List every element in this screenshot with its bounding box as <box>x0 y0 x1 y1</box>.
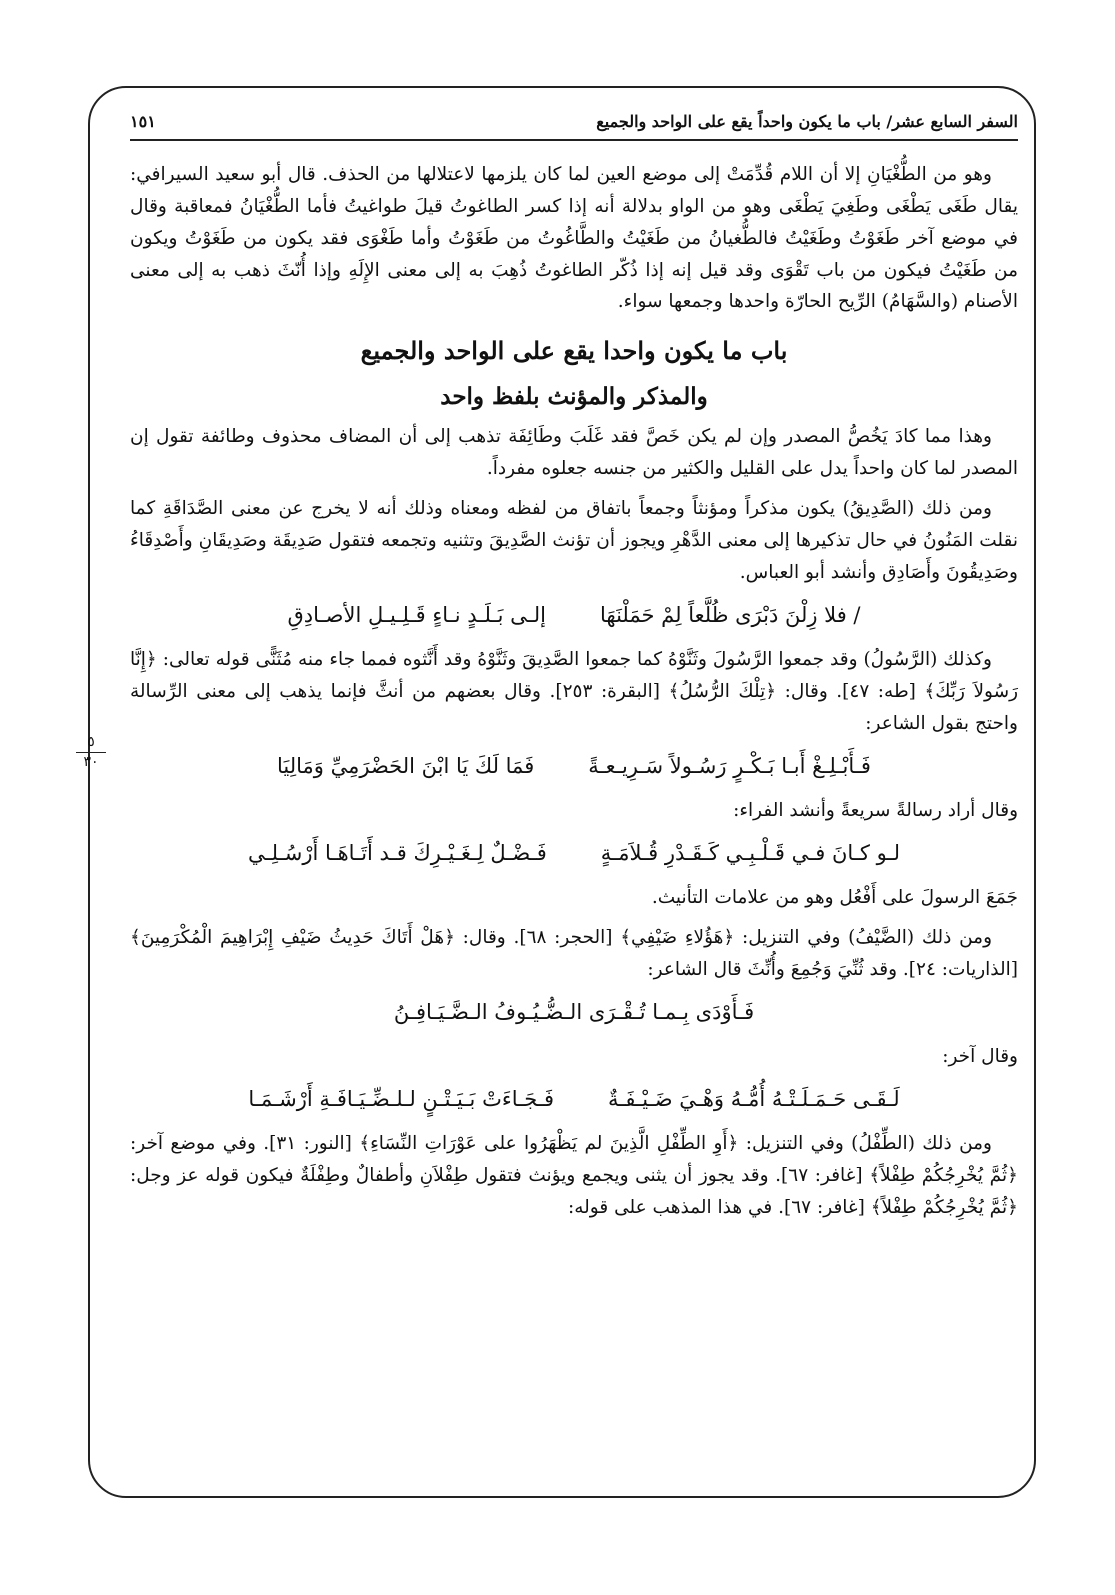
paragraph-7: ومن ذلك (الضَّيْفُ) وفي التنزيل: ﴿هَؤُلاءِ ضَيْفِي﴾ [الحجر: ٦٨]. وقال: ﴿هَلْ أَتَاكَ حَدِيثُ ضَيْفِ إِبْرَاهِيمَ الْمُكْرَمِينَ﴾ [الذاريات: ٢٤]. وقد ثُنِّيَ وَجُمِعَ وأُنِّثَ قال الشاعر: <box>130 926 1018 980</box>
paragraph-5: وقال أراد رسالةً سريعةً وأنشد الفراء: <box>733 800 1018 822</box>
verse-3-second-hemistich: فَـضْـلٌ لِـغَـيْـرِكَ قـد أَتَـاهَـا أَرْسُـلِـي <box>248 840 547 865</box>
verse-4 <box>130 996 1018 1030</box>
verse-5 <box>130 1083 1018 1117</box>
verse-2-second-hemistich: فَمَا لَكَ يَا ابْنَ الحَضْرَمِيِّ وَمَالِيَا <box>277 753 535 778</box>
paragraph-8: وقال آخر: <box>942 1046 1018 1068</box>
verse-3 <box>130 837 1018 871</box>
page-content <box>130 112 1018 1492</box>
verse-5-first-hemistich: لَـقَـى حَـمَـلَـتْـهُ أُمُّـهُ وَهْـيَ ضَـيْـفَـةٌ <box>608 1086 900 1111</box>
verse-1-second-hemistich: إلـى بَـلَـدٍ نـاءٍ قَـلِـيـلِ الأصـادِقِ <box>287 602 546 627</box>
verse-1 <box>130 599 1018 633</box>
verse-2-first-hemistich: فَـأَبْـلِـغْ أَبـا بَـكْـرٍ رَسُـولاً سَـرِيـعـةً <box>588 753 871 778</box>
paragraph-4: وكذلك (الرَّسُولُ) وقد جمعوا الرَّسُولَ وثَنَّوْهُ كما جمعوا الصَّدِيقَ وثَنَّوْهُ وقد أَنَّثوه فمما جاء منه مُثَنًّى قوله تعالى: ﴿إِنَّا رَسُولاَ رَبِّكَ﴾ [طه: ٤٧]. وقال: ﴿تِلْكَ الرُّسُلُ﴾ [البقرة: ٢٥٣]. وقال بعضهم من أنثَّ فإنما يذهب إلى معنى الرِّسالة واحتج بقول الشاعر: <box>130 649 1019 734</box>
verse-1-first-hemistich: / فلا زِلْنَ دَبْرَى ظُلَّعاً لِمْ حَمَلْنَهَا <box>600 602 861 627</box>
body-text <box>130 141 1018 1223</box>
verse-5-second-hemistich: فَـجَـاءَتْ بَـيَـتْـنٍ لـلـضِّـيَـافَـةِ أَرْشَـمَـا <box>248 1086 555 1111</box>
verse-3-first-hemistich: لـو كـانَ فـي قَـلْـبِـي كَـقَـدْرِ قُـلاَمَـةٍ <box>600 840 900 865</box>
margin-page-reference <box>76 735 106 771</box>
paragraph-6: جَمَعَ الرسولَ على أَفْعُل وهو من علامات التأنيث. <box>651 887 1018 909</box>
verse-4-line: فَـأَوْدَى بِـمـا تُـقْـرَى الـضُّـيُـوفُ الـضَّـيَـافِـنُ <box>393 999 755 1024</box>
running-title: السفر السابع عشر/ باب ما يكون واحداً يقع على الواحد والجميع <box>596 112 1018 131</box>
chapter-subtitle: والمذكر والمؤنث بلفظ واحد <box>440 382 708 410</box>
paragraph-3: ومن ذلك (الصَّدِيقُ) يكون مذكراً ومؤنثاً وجمعاً باتفاق من لفظه ومعناه وذلك أنه لا يخرج عن معنى الصَّدَاقَةِ كما نقلت المَنُونُ في حال تذكيرها إلى معنى الدَّهْرِ ويجوز أن تؤنث الصَّدِيقَ وتثنيه وتجمعه فتقول صَدِيقَة وصَدِيقَانِ وأَصْدِقَاءُ وصَدِيقُونَ وأَصَادِق وأنشد أبو العباس. <box>130 498 1018 583</box>
page-number: ١٥١ <box>130 112 156 131</box>
verse-2 <box>130 750 1018 784</box>
margin-note-bottom: ٣٠ <box>83 754 99 771</box>
page-header <box>130 112 1018 141</box>
paragraph-2: وهذا مما كادَ يَخُصُّ المصدر وإن لم يكن خَصَّ فقد غَلَبَ وطَائِفَة تذهب إلى أن المضاف محذوف وطائفة تقول إن المصدر لما كان واحداً يدل على القليل والكثير من جنسه جعلوه مفرداً. <box>130 426 1018 480</box>
margin-note-top: ٥ <box>76 735 106 753</box>
paragraph-1: وهو من الطُّغْيَانِ إلا أن اللام قُدِّمَتْ إلى موضع العين لما كان يلزمها لاعتلالها من الحذف. قال أبو سعيد السيرافي: يقال طَغَى يَطْغَى وطَغِيَ يَطْغَى وهو من الواو بدلالة أنه إذا كسر الطاغوتُ قيلَ طواغيتُ فأما الطُّغْيَانُ فمعاقبة وقال في موضع آخر طَغَوْتُ وطَغَيْتُ فالطُّغيانُ من طَغَيْتُ والطَّاغُوتُ من طَغَوْتُ وأما طَغْوَى فقد يكون من طَغَوْتُ ويكون من طَغَيْتُ فيكون من باب تَقْوَى وقد قيل إنه إذا ذُكّر الطاغوتُ ذُهِبَ به إلى معنى الإِلَهِ وإذا أُنّثَ ذهب به إلى معنى الأصنام (والسَّهَامُ) الرِّيح الحارّة واحدها وجمعها سواء. <box>130 164 1018 313</box>
chapter-title: باب ما يكون واحدا يقع على الواحد والجميع <box>360 336 788 366</box>
paragraph-9: ومن ذلك (الطِّفْلُ) وفي التنزيل: ﴿أَوِ الطِّفْلِ الَّذِينَ لم يَظْهَرُوا على عَوْرَاتِ النِّسَاءِ﴾ [النور: ٣١]. وفي موضع آخر: ﴿ثُمَّ يُخْرِجُكُمْ طِفْلاً﴾ [غافر: ٦٧]. وقد يجوز أن يثنى ويجمع ويؤنث فتقول طِفْلاَنِ وأطفالٌ وطِفْلَةٌ فيكون قوله عز وجل: ﴿ثُمَّ يُخْرِجُكُمْ طِفْلاً﴾ [غافر: ٦٧]. في هذا المذهب على قوله: <box>130 1133 1018 1218</box>
